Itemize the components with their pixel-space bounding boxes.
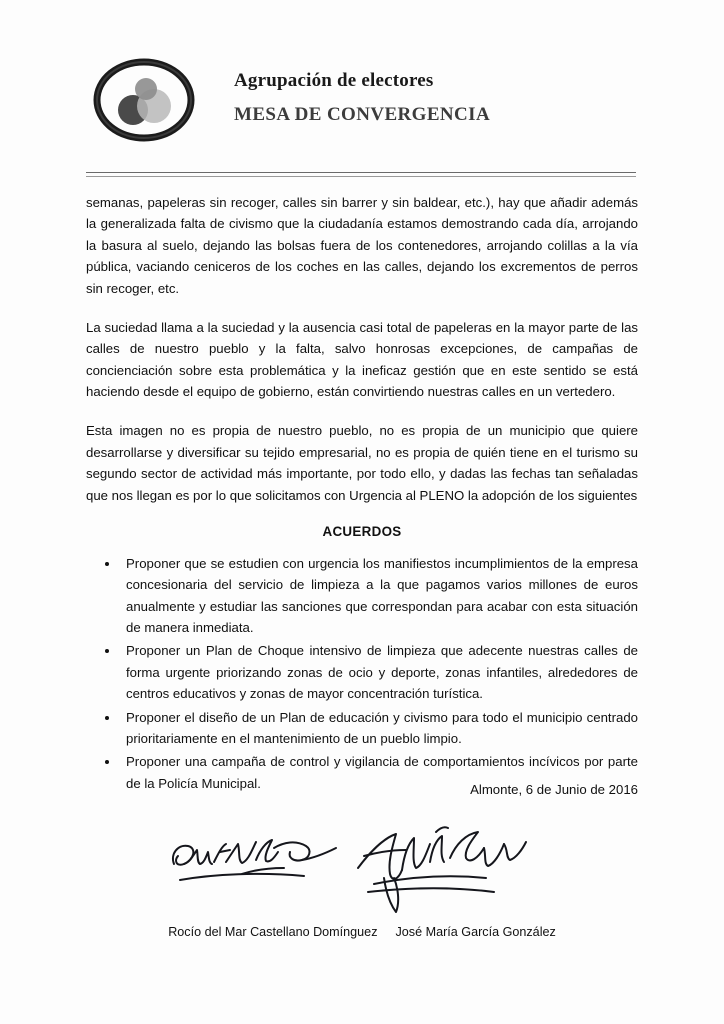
org-name-line1: Agrupación de electores <box>234 70 434 91</box>
document-body <box>86 192 638 796</box>
org-titles <box>234 70 634 126</box>
date-line: Almonte, 6 de Junio de 2016 <box>470 782 638 797</box>
list-item: • Proponer que se estudien con urgencia los manifiestos incumplimientos de la empresa concesionaria del servicio de limpieza a la que pagamos varios millones de euros anualmente y estudiar las sanciones que correspondan para acabar con esta situación de manera inmediata. <box>120 553 638 639</box>
paragraph-1: semanas, papeleras sin recoger, calles sin barrer y sin baldear, etc.), hay que añadir además la generalizada falta de civismo que la ciudadanía estamos demostrando cada día, arrojando la basura al suelo, dejando las bolsas fuera de los contenedores, arrojando colillas a la vía pública, vaciando ceniceros de los coches en las calles, dejando los excrementos de perros sin recoger, etc. <box>86 195 638 296</box>
paragraph-2: La suciedad llama a la suciedad y la ausencia casi total de papeleras en la mayor parte de las calles de nuestro pueblo y la falta, salvo honrosas excepciones, de campañas de concienciación sobre esta problemática y la ineficaz gestión que en este sentido se está haciendo desde el equipo de gobierno, están convirtiendo nuestras calles en un vertedero. <box>86 319 638 399</box>
list-item: • Proponer un Plan de Choque intensivo de limpieza que adecente nuestras calles de forma urgente priorizando zonas de ocio y deporte, zonas infantiles, alrededores de centros educativos y zonas de mayor concentración turística. <box>120 640 638 704</box>
header-divider <box>86 172 636 177</box>
signature-jose-maria-garcia <box>344 822 544 923</box>
list-item: • Proponer una campaña de control y vigilancia de comportamientos incívicos por parte de la Policía Municipal. <box>120 751 638 794</box>
signer-name-1: Rocío del Mar Castellano Domínguez <box>168 925 378 939</box>
letterhead <box>86 52 646 152</box>
acuerdos-heading: ACUERDOS <box>322 523 402 539</box>
signature-rocio-del-mar <box>164 830 354 905</box>
mesa-de-convergencia-logo <box>90 56 198 144</box>
list-item: • Proponer el diseño de un Plan de educación y civismo para todo el municipio centrado prioritariamente en el mantenimiento de un pueblo limpio. <box>120 707 638 750</box>
paragraph-3: Esta imagen no es propia de nuestro pueblo, no es propia de un municipio que quiere desarrollarse y diversificar su tejido empresarial, no es propia de quién tiene en el turismo su segundo sector de actividad más importante, por todo ello, y dadas las fechas tan señaladas que nos llegan es por lo que solicitamos con Urgencia al PLENO la adopción de los siguientes <box>86 423 638 503</box>
signer-name-2: José María García González <box>395 925 556 939</box>
acuerdos-list <box>86 553 638 794</box>
signature-names <box>86 925 638 939</box>
org-name-line2: MESA DE CONVERGENCIA <box>234 104 491 125</box>
